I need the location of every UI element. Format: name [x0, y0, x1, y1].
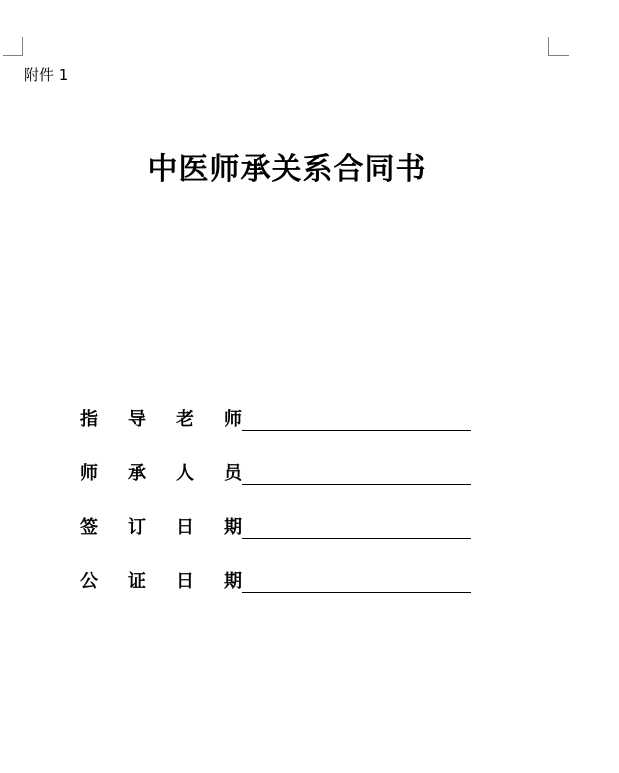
signature-fields: [80, 408, 480, 624]
field-notarization-date-line[interactable]: [242, 592, 471, 593]
attachment-label: 附件 1: [24, 66, 69, 84]
field-notarization-date: [80, 570, 480, 594]
field-signing-date-label: 签 订 日 期: [80, 517, 242, 538]
field-apprentice-line[interactable]: [242, 484, 471, 485]
field-apprentice-label: 师 承 人 员: [80, 463, 242, 484]
crop-mark-top-right: [548, 37, 569, 56]
field-instructor-label: 指 导 老 师: [80, 409, 242, 430]
field-instructor-line[interactable]: [242, 430, 471, 431]
field-instructor: [80, 408, 480, 432]
field-signing-date: [80, 516, 480, 540]
field-signing-date-line[interactable]: [242, 538, 471, 539]
field-apprentice: [80, 462, 480, 486]
crop-mark-top-left: [3, 37, 23, 56]
field-notarization-date-label: 公 证 日 期: [80, 571, 242, 592]
document-title: 中医师承关系合同书: [147, 152, 427, 187]
